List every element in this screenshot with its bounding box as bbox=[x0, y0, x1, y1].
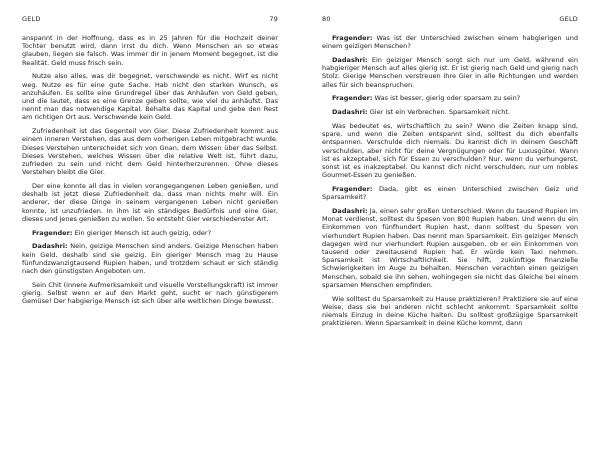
left-paragraph: Nutze also alles, was dir begegnet, verschwende es nicht. Wirf es nicht weg. Nutze es für eine gute Sache. Hab nicht den starken Wunsch, es anzuhäufen. Es sollte eine Grundregel über das Anhäufen von Geld geben, und die lautet, dass es eine Grenze geben sollte, wie viel du anhäufst. Das nennt man das notwendige Kapital. Behalte das Kapital und gebe den Rest am richtigen Ort aus. Verschwende kein Geld. bbox=[22, 72, 278, 122]
speaker-label: Fragender: bbox=[332, 94, 373, 103]
right-header-title: GELD bbox=[559, 15, 578, 23]
right-page-header bbox=[322, 13, 578, 25]
question-text: Was ist besser, gierig oder sparsam zu sein? bbox=[372, 94, 521, 103]
right-paragraph: Was bedeutet es, wirtschaftlich zu sein? Wenn die Zeiten knapp sind, spare, und wenn die Zeiten entspannt sind, solltest du dich ebenfalls entspannen. Verschulde dich niemals. Du kannst dich in deinem Geschäft verschulden, aber nicht für deine Vergnügungen oder für Luxusgüter. Wann ist es akzeptabel, sich für Essen zu verschulden? Nur, wenn du verhungerst, sonst ist es inakzeptabel. Du kannst dich nicht verschulden, nur um nobles Gourmet-Essen zu genießen. bbox=[322, 122, 578, 180]
speaker-label: Dadashri: bbox=[332, 108, 368, 117]
right-answer bbox=[322, 56, 578, 89]
speaker-label: Fragender: bbox=[332, 34, 373, 42]
answer-text: Nein, geizige Menschen sind anders. Geizige Menschen haben kein Geld, deshalb sind sie geizig. Ein gieriger Mensch mag zu Hause fünfundzwanzigtausend Rupien haben, und trotzdem schaut er sich ständig nach den günstigsten Angeboten um. bbox=[22, 242, 278, 276]
speaker-label: Dadashri: bbox=[32, 242, 68, 251]
speaker-label: Fragender: bbox=[332, 185, 373, 194]
left-paragraph: anspannt in der Hoffnung, dass es in 25 Jahren für die Hochzeit deiner Tochter benutzt wird, dann irrst du dich. Wenn Menschen an so etwas glauben, liegen sie falsch. Was immer dir in jenem Moment begegnet, ist die Realität. Geld muss frisch sein. bbox=[22, 34, 278, 67]
left-header-title: GELD bbox=[22, 15, 41, 23]
left-question bbox=[22, 229, 278, 237]
right-page bbox=[322, 0, 578, 465]
left-paragraph: Der eine konnte all das in vielen vorangegangenen Leben genießen, und deshalb ist jetzt diese Zufriedenheit da, dass man nichts mehr will. Ein anderer, der diese Dinge in seinem vergangenen Leben nicht genießen konnte, ist unzufrieden. In ihm ist ein ständiges Bedürfnis und eine Gier, dieses und jenes genießen zu wollen. So entsteht Gier verschiedenster Art. bbox=[22, 182, 278, 223]
left-answer bbox=[22, 242, 278, 275]
answer-text: Ein geiziger Mensch sorgt sich nur um Geld, während ein habgieriger Mensch auf alles gierig ist. Er ist gierig nach Geld und gierig nach Stolz. Gierige Menschen verstreuen ihre Gier in alle Richtungen und werden alles für sich beanspruchen. bbox=[322, 56, 578, 89]
right-answer bbox=[322, 108, 578, 116]
left-paragraph: Zufriedenheit ist das Gegenteil von Gier. Diese Zufriedenheit kommt aus einem inneren Verstehen, das aus dem vorherigen Leben mitgebracht wurde. Dieses Verstehen unterscheidet sich von Gnan, dem Wissen über das Selbst. Dieses Verstehen, welches Wissen über die relative Welt ist, führt dazu, zufrieden zu sein und nicht dem Geld hinterherzurennen. Ohne dieses Verstehen bleibt die Gier. bbox=[22, 127, 278, 177]
right-page-number: 80 bbox=[322, 15, 331, 23]
right-paragraph: Wie solltest du Sparsamkeit zu Hause praktizieren? Praktiziere sie auf eine Weise, dass sie bei anderen nicht schlecht ankommt. Sparsamkeit sollte niemals Einzug in deine Küche halten. Du solltest großzügige Sparsamkeit praktizieren. Wenn Sparsamkeit in deine Küche kommt, dann bbox=[322, 294, 578, 328]
left-page-header bbox=[22, 13, 278, 25]
question-text: Ein gieriger Mensch ist auch geizig, oder? bbox=[72, 228, 212, 237]
answer-text: Gier ist ein Verbrechen. Sparsamkeit nicht. bbox=[367, 108, 511, 117]
left-page bbox=[22, 0, 278, 465]
right-question bbox=[322, 94, 578, 102]
question-text: Was ist der Unterschied zwischen einem habgierigen und einem geizigen Menschen? bbox=[322, 34, 578, 51]
right-question bbox=[322, 34, 578, 50]
speaker-label: Dadashri: bbox=[332, 56, 368, 64]
speaker-label: Fragender: bbox=[32, 228, 73, 237]
answer-text: Ja, einen sehr großen Unterschied. Wenn du tausend Rupien im Monat verdienst, solltest du Spesen von 800 Rupien haben. Und wenn du ein Einkommen von fünfhundert Rupien hast, dann solltest du Spesen von vierhundert Rupien haben. Das nennt man Sparsamkeit. Ein geiziger Mensch dagegen wird nur vierhundert Rupien ausgeben, ob er ein Einkommen von tausend oder zweitausend Rupien hat. Er würde kein Taxi nehmen. Sparsamkeit ist Wirtschaftlichkeit. Sie hilft, zukünftige finanzielle Schwierigkeiten im Auge zu behalten. Menschen verachten einen geizigen Menschen, sobald sie ihn sehen, wohingegen sie nicht das Gleiche bei einem sparsamen Menschen empfinden. bbox=[322, 207, 578, 289]
left-page-number: 79 bbox=[269, 15, 278, 23]
right-answer bbox=[322, 207, 578, 289]
question-text: Dada, gibt es einen Unterschied zwischen Geiz und Sparsamkeit? bbox=[322, 185, 578, 202]
right-question bbox=[322, 185, 578, 201]
left-paragraph: Sein Chit (innere Aufmerksamkeit und visuelle Vorstellungskraft) ist immer gierig. Selbst wenn er auf den Markt geht, sucht er nach günstigerem Gemüse! Der habgierige Mensch ist sich über alle weltlichen Dinge bewusst. bbox=[22, 280, 278, 306]
speaker-label: Dadashri: bbox=[332, 207, 368, 216]
